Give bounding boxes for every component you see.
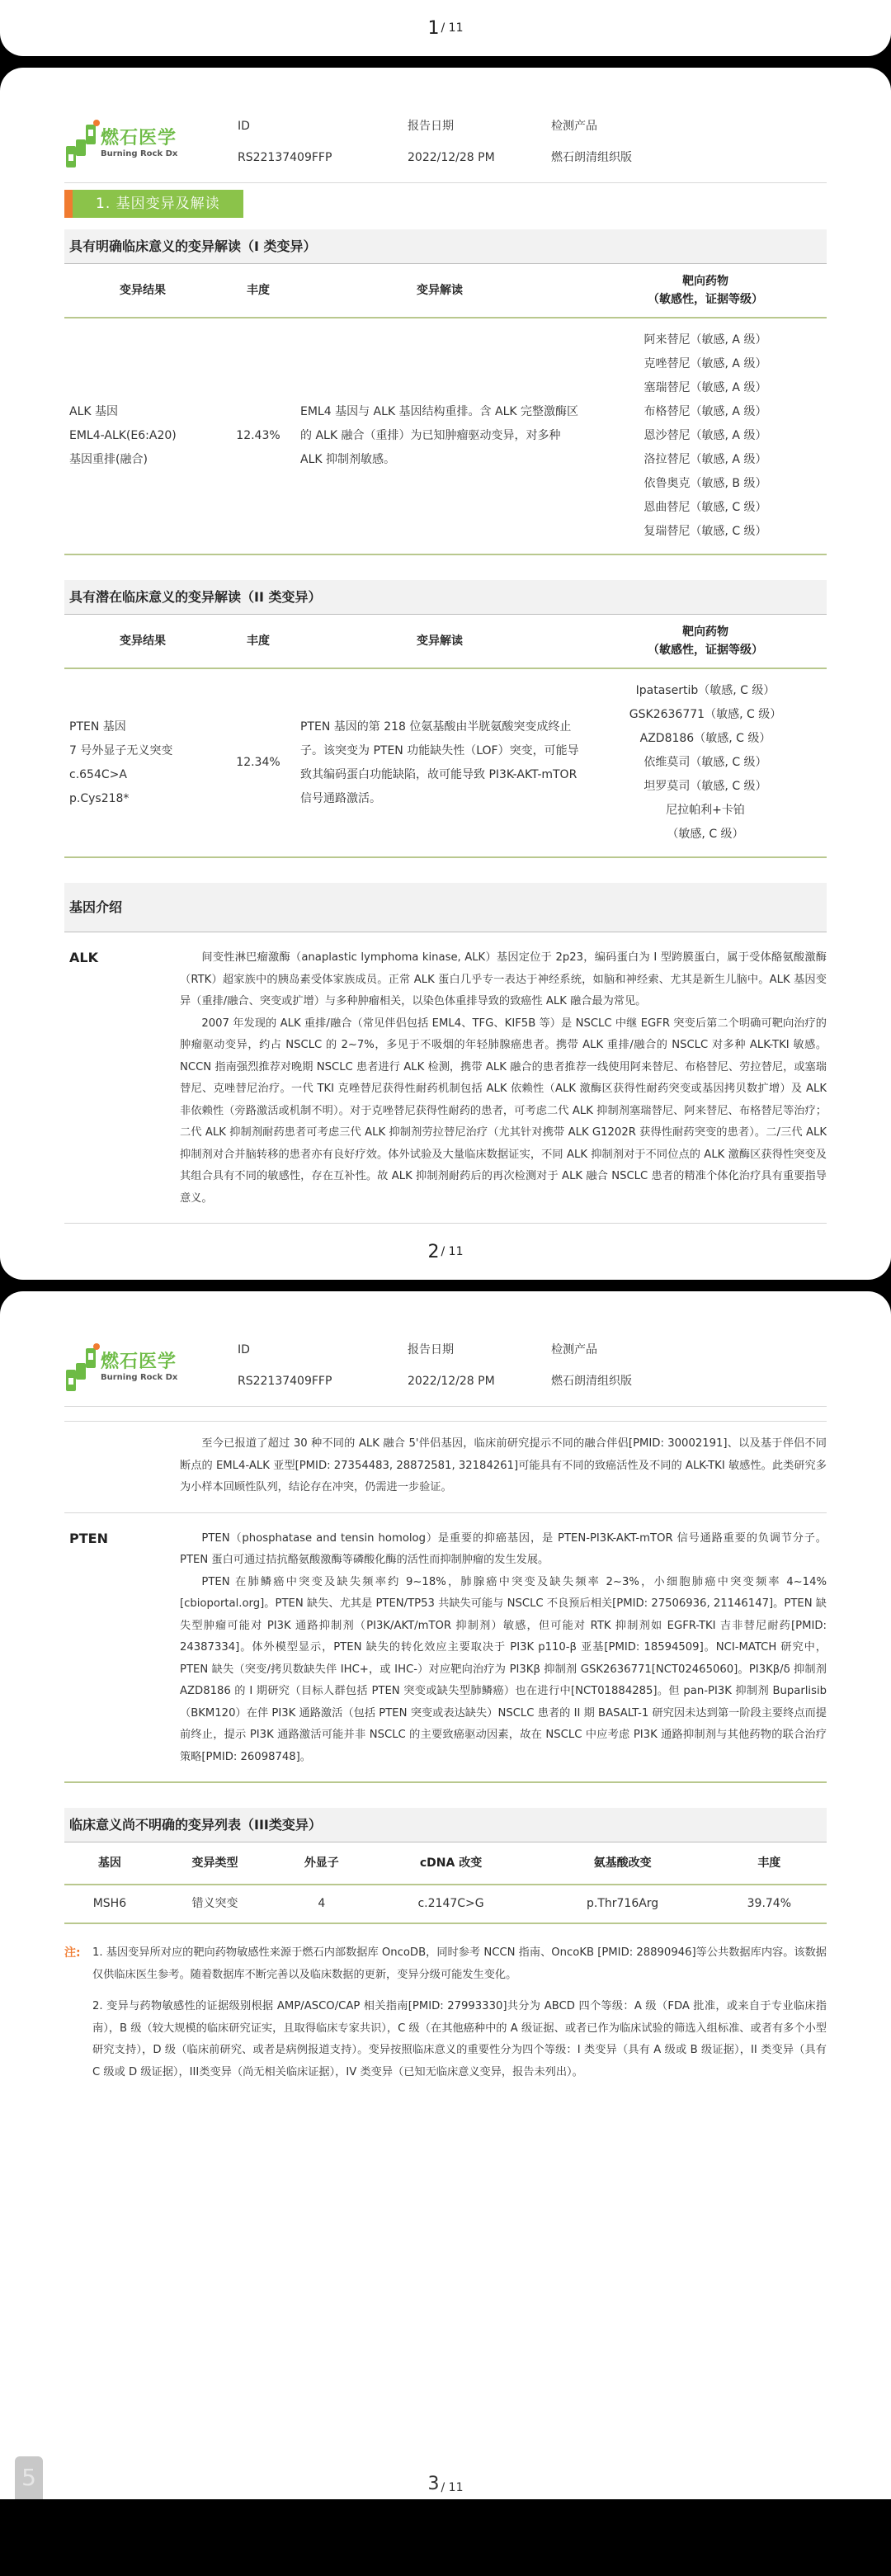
gene-name: PTEN bbox=[69, 1530, 108, 1546]
drug-list: 阿来替尼（敏感, A 级） 克唑替尼（敏感, A 级） 塞瑞替尼（敏感, A 级） 布格替尼（敏感, A 级） 恩沙替尼（敏感, A 级） 洛拉替尼（敏感, A 级） 依鲁奥克（敏感, B 级） 恩曲替尼（敏感, C 级） 复瑞替尼（敏感, C 级） bbox=[644, 333, 767, 538]
drug-list: Ipatasertib（敏感, C 级） GSK2636771（敏感, C 级） AZD8186（敏感, C 级） 依维莫司（敏感, C 级） 坦罗莫司（敏感, C 级） 尼拉帕利+卡铂 （敏感, C 级） bbox=[629, 684, 782, 841]
gene-intro-pten: PTEN PTEN（phosphatase and tensin homolog）是重要的抑癌基因，是 PTEN-PI3K-AKT-mTOR 信号通路重要的负调节分子。PTEN 蛋白可通过拮抗酪氨酸激酶等磷酸化酶的活性而抑制肿瘤的发生发展。 PTEN 在肺鳞癌中突变及缺失频率约 9~18%，肺腺癌中突变及缺失频率 2~3%，小细胞肺癌中突变频率 4~14%[cbioportal.org]。PTEN 缺失、尤其是 PTEN/TP53 共缺失可能与 NSCLC 不良预后相关[PMID: 27506936, 21146147]。PTEN 缺失型肿瘤可能对 PI3K 通路抑制剂（PI3K/AKT/mTOR 抑制剂）敏感，但可能对 RTK 抑制剂如 EGFR-TKI 吉非替尼耐药[PMID: 24387334]。体外模型显示，PTEN 缺失的转化效应主要取决于 PI3K p110-β 亚基[PMID: 18594509]。NCI-MATCH 研究中，PTEN 缺失（突变/拷贝数缺失伴 IHC+，或 IHC-）对应靶向治疗为 PI3Kβ 抑制剂 GSK2636771[NCT02465060]。PI3Kβ/δ 抑制剂 AZD8186 的 I 期研究（目标人群包括 PTEN 突变或缺失型肺鳞癌）也在进行中[NCT01884285]。但 pan-PI3K 抑制剂 Buparlisib（BKM120）在伴 PI3K 通路激活（包括 PTEN 突变或表达缺失）NSCLC 患者的 II 期 BASALT-1 研究因未达到第一阶段主要终点而提前终止，提示 PI3K 通路激活可能并非 NSCLC 的主要致癌驱动因素，故在 NSCLC 中应考虑 PI3K 通路抑制剂与其他药物的联合治疗策略[PMID: 26098748]。 bbox=[64, 1513, 827, 1784]
product-name: 燃石朗清组织版 bbox=[551, 150, 632, 164]
mutation-result: ALK 基因 EML4-ALK(E6:A20) 基因重排(融合) bbox=[69, 405, 177, 466]
header-date: 报告日期 2022/12/28 PM bbox=[408, 1342, 495, 1388]
report-header bbox=[64, 101, 827, 183]
class2-title: 具有潜在临床意义的变异解读（II 类变异） bbox=[64, 580, 827, 615]
page-number: 2 bbox=[427, 1241, 440, 1262]
gene-name: ALK bbox=[69, 950, 98, 965]
interpretation: EML4 基因与 ALK 基因结构重排。含 ALK 完整激酶区的 ALK 融合（重排）为已知肿瘤驱动变异，对多种 ALK 抑制剂敏感。 bbox=[300, 405, 578, 466]
interpretation: PTEN 基因的第 218 位氨基酸由半胱氨酸突变成终止子。该突变为 PTEN 功能缺失性（LOF）突变，可能导致其编码蛋白功能缺陷，故可能导致 PI3K-AKT-mTOR 信号通路激活。 bbox=[300, 719, 579, 805]
report-page-2 bbox=[0, 68, 891, 1224]
page-number: 3 bbox=[427, 2474, 440, 2494]
page-footer-2 bbox=[0, 1224, 891, 1280]
class3-title: 临床意义尚不明确的变异列表（III类变异） bbox=[64, 1808, 827, 1842]
page-total: / 11 bbox=[441, 1245, 464, 1258]
class3-table: 基因 变异类型 外显子 cDNA 改变 氨基酸改变 丰度 MSH6 错义突变 4 c.2147C>G p.Thr716Arg 39.74% bbox=[64, 1842, 827, 1924]
table-row bbox=[64, 318, 827, 554]
class1-title: 具有明确临床意义的变异解读（I 类变异） bbox=[64, 229, 827, 264]
report-date: 2022/12/28 PM bbox=[408, 150, 495, 164]
table-row bbox=[64, 668, 827, 857]
header-id: ID RS22137409FFP bbox=[238, 111, 408, 173]
page-badge[interactable]: 5 bbox=[15, 2456, 43, 2499]
page-gap bbox=[0, 56, 891, 68]
page-footer-3: 5 3 / 11 bbox=[0, 2456, 891, 2499]
gene-intro-alk: ALK 间变性淋巴瘤激酶（anaplastic lymphoma kinase, ALK）基因定位于 2p23，编码蛋白为 I 型跨膜蛋白，属于受体酪氨酸激酶（RTK）超家族中的胰岛素受体家族成员。正常 ALK 蛋白几乎专一表达于神经系统，如脑和神经索、尤其是新生儿脑中。ALK 基因变异（重排/融合、突变或扩增）与多种肿瘤相关，以染色体重排导致的致癌性 ALK 融合最为常见。 2007 年发现的 ALK 重排/融合（常见伴侣包括 EML4、TFG、KIF5B 等）是 NSCLC 中继 EGFR 突变后第二个明确可靶向治疗的肿瘤驱动变异，约占 NSCLC 的 2~7%，多见于不吸烟的年轻肺腺癌患者。携带 ALK 重排/融合的 NSCLC 对多种 ALK-TKI 敏感。NCCN 指南强烈推荐对晚期 NSCLC 患者进行 ALK 检测，携带 ALK 融合的患者推荐一线使用阿来替尼、布格替尼、劳拉替尼，或塞瑞替尼、克唑替尼治疗。一代 TKI 克唑替尼获得性耐药机制包括 ALK 依赖性（ALK 激酶区获得性耐药突变或基因拷贝数扩增）及 ALK 非依赖性（旁路激活或机制不明）。对于克唑替尼获得性耐药的患者，可考虑二代 ALK 抑制剂塞瑞替尼、阿来替尼、布格替尼等治疗；二代 ALK 抑制剂耐药患者可考虑三代 ALK 抑制剂劳拉替尼治疗（尤其针对携带 ALK G1202R 获得性耐药突变的患者）。二/三代 ALK 抑制剂对合并脑转移的患者亦有良好疗效。体外试验及大量临床数据证实，不同 ALK 抑制剂对于不同位点的 ALK 激酶区获得性突变及其组合具有不同的敏感性，存在互补性。故 ALK 抑制剂耐药后的再次检测对于 ALK 融合 NSCLC 患者的精准个体化治疗具有重要指导意义。 bbox=[64, 932, 827, 1224]
gene-intro-alk-cont: 至今已报道了超过 30 种不同的 ALK 融合 5'伴侣基因，临床前研究提示不同的融合伴侣[PMID: 30002191]、以及基于伴侣不同断点的 EML4-ALK 亚型[PMID: 27354483, 28872581, 32184261]可能具有不同的致癌活性及不同的 ALK-TKI 敏感性。此类研究多为小样本回顾性队列，结论存在冲突，仍需进一步验证。 bbox=[64, 1422, 827, 1513]
company-logo bbox=[64, 113, 238, 171]
note-1: 1. 基因变异所对应的靶向药物敏感性来源于燃石内部数据库 OncoDB，同时参考 NCCN 指南、OncoKB [PMID: 28890946]等公共数据库内容。该数据仅供临床医生参考。随着数据库不断完善以及临床数据的更新，变异分级可能发生变化。 bbox=[92, 1946, 827, 1981]
header-id: ID RS22137409FFP bbox=[238, 1342, 332, 1388]
mutation-result: PTEN 基因 7 号外显子无义突变 c.654C>A p.Cys218* bbox=[69, 719, 173, 805]
class2-table: 变异结果 丰度 变异解读 靶向药物 （敏感性，证据等级） PTEN 基因 7 号外显子无义突变 c.654C>A p.Cys218* 12.34% PTEN 基因的第 218 位氨基酸由半胱氨酸突变成终止子。该突变为 PTEN 功能缺失性（LOF）突变，可能导致其编码蛋白功能缺陷，故可能导致 PI3K-AKT-mTOR 信号通路激活。 Ipatasertib（敏感, C 级） GSK2636771（敏感, C 级） AZD8186（敏感, C 级） 依维莫司（敏感, C 级） 坦罗莫司（敏感, C 级） 尼拉帕利+卡铂 （敏感, C 级） bbox=[64, 615, 827, 858]
section-title: 1. 基因变异及解读 bbox=[64, 190, 243, 218]
report-header bbox=[64, 1324, 827, 1407]
header-date: 报告日期 2022/12/28 PM bbox=[408, 111, 551, 173]
note-2: 2. 变异与药物敏感性的证据级别根据 AMP/ASCO/CAP 相关指南[PMID: 27993330]共分为 ABCD 四个等级：A 级（FDA 批准，或来自于专业临床指南），B 级（较大规模的临床研究证实，且取得临床专家共识），C 级（在其他癌种中的 A 级证据、或者已作为临床试验的筛选入组标准、或者有多个小型研究支持），D 级（临床前研究、或者是病例报道支持）。变异按照临床意义的重要性分为四个等级：I 类变异（具有 A 级或 B 级证据），II 类变异（具有 C 级或 D 级证据），III类变异（尚无相关临床证据），IV 类变异（已知无临床意义变异，报告未列出）。 bbox=[92, 2000, 827, 2078]
page-footer-1 bbox=[0, 0, 891, 56]
abundance: 12.43% bbox=[236, 429, 280, 442]
header-product: 检测产品 燃石朗清组织版 bbox=[551, 1342, 632, 1388]
company-logo: 燃石医学 Burning Rock Dx bbox=[64, 1337, 238, 1394]
report-id: RS22137409FFP bbox=[238, 150, 332, 164]
logo-en-text: Burning Rock Dx bbox=[101, 149, 178, 158]
logo-mark-icon bbox=[64, 1338, 101, 1394]
page-number: 1 bbox=[427, 17, 440, 39]
abundance: 12.34% bbox=[236, 756, 280, 769]
page-total: / 11 bbox=[441, 21, 464, 35]
page-gap bbox=[0, 1280, 891, 1291]
logo-cn-text: 燃石医学 bbox=[101, 127, 177, 149]
header-product: 检测产品 燃石朗清组织版 bbox=[551, 111, 716, 173]
class1-table: 变异结果 丰度 变异解读 靶向药物 （敏感性，证据等级） ALK 基因 EML4-ALK(E6:A20) 基因重排(融合) 12.43% EML4 基因与 ALK 基因结构重排。含 ALK 完整激酶区的 ALK 融合（重排）为已知肿瘤驱动变异，对多种 ALK 抑制剂敏感。 阿来替尼（敏感, A 级） 克唑替尼（敏感, A 级） 塞瑞替尼（敏感, A 级） 布格替尼（敏感, A 级） 恩沙替尼（敏感, A 级） 洛拉替尼（敏感, A 级） 依鲁奥克（敏感, B 级） 恩曲替尼（敏感, C 级） 复瑞替尼（敏感, C 级） bbox=[64, 264, 827, 555]
notes-label: 注: bbox=[64, 1946, 81, 1960]
gene-intro-title: 基因介绍 bbox=[64, 883, 827, 932]
report-page-3 bbox=[0, 1291, 891, 2456]
notes bbox=[64, 1942, 827, 2093]
table-row: MSH6 错义突变 4 c.2147C>G p.Thr716Arg 39.74% bbox=[64, 1885, 827, 1923]
logo-mark-icon bbox=[64, 115, 101, 171]
